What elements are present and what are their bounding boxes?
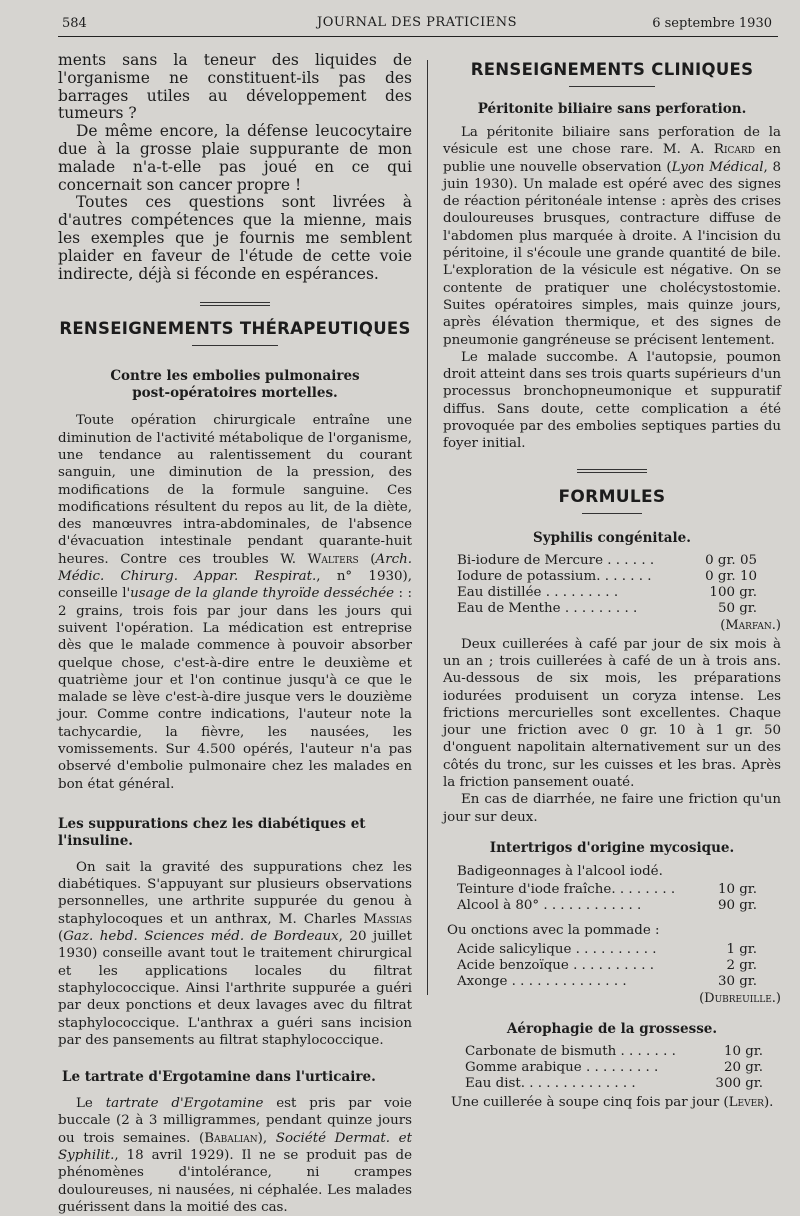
journal-name: Société Dermat. et Syphilit.	[58, 1130, 412, 1164]
article-title: Péritonite biliaire sans perforation.	[477, 101, 747, 117]
section-divider	[200, 305, 270, 306]
journal-name: Lyon Médical	[671, 159, 764, 175]
formula-row: Eau distillée . . . . . . . . . 100 gr.	[457, 584, 757, 600]
formula-row: Teinture d'iode fraîche. . . . . . . . 10 gr.	[457, 882, 757, 898]
article-title: post-opératoires mortelles.	[132, 385, 338, 402]
article-body: Le tartrate d'Ergotamine est pris par voie buccale (2 à 3 milligrammes, pendant quinze jours ou trois semaines. (Babalian), Société Dermat. et Syphilit., 18 avril 1929). Il ne se produit pas de phénomènes d'intolérance, ni crampes douloureuses, ni nausées, ni céphalée. Les malades guérissent dans la moitié des cas.	[58, 1096, 412, 1215]
formula-notes: Deux cuillerées à café par jour de six mois à un an ; trois cuillerées à café de un à trois ans. Au-dessous de six mois, les préparations iodurées produisent un coryza intense. Les frictions mercurielles sont excellentes. Chaque jour une friction avec 0 gr. 10 à 1 gr. 50 d'onguent napolitain alternativement sur un des côtés du tronc, sur les cuisses et les bras. Après la friction pansement ouaté.	[443, 636, 781, 791]
article-ergotamine	[58, 1069, 412, 1216]
formula-author: (Marfan.)	[720, 617, 781, 633]
left-column	[58, 52, 412, 1216]
drug-name: tartrate d'Ergotamine	[105, 1096, 264, 1112]
issue-date: 6 septembre 1930	[652, 16, 772, 31]
formula-row: Acide salicylique . . . . . . . . . . 1 gr.	[457, 941, 757, 957]
section-divider	[577, 472, 647, 473]
formula-notes: En cas de diarrhée, ne faire une friction qu'un jour sur deux.	[443, 792, 781, 825]
article-title: Les suppurations chez les diabétiques et l'insuline.	[58, 815, 366, 849]
intro-paragraph-1: ments sans la teneur des liquides de l'organisme ne constituent-ils pas des barrages utiles au développement des tumeurs ?	[58, 51, 412, 123]
author-name: Walters	[307, 551, 359, 567]
formula-row: Carbonate de bismuth . . . . . . . 10 gr.	[465, 1043, 763, 1059]
title-underline	[582, 513, 642, 514]
author-name: Lever	[728, 1094, 764, 1110]
journal-title: JOURNAL DES PRATICIENS	[317, 15, 517, 30]
formula-table	[457, 942, 757, 990]
journal-name: Gaz. hebd. Sciences méd. de Bordeaux	[63, 929, 339, 945]
formula-row: Acide benzoïque . . . . . . . . . . 2 gr.	[457, 957, 757, 973]
header-rule	[58, 36, 778, 37]
intro-paragraph-2: De même encore, la défense leucocytaire due à la grosse plaie suppurante de mon malade n'a-t-elle pas joué en ce qui concernait son cancer propre !	[58, 122, 412, 194]
formula-row: Iodure de potassium. . . . . . . 0 gr. 10	[457, 568, 757, 584]
article-body: On sait la gravité des suppurations chez les diabétiques. S'appuyant sur plusieurs observations personnelles, une arthrite suppurée du genou à staphylocoques et un anthrax, M. Charles Massias (Gaz. hebd. Sciences méd. de Bordeaux, 20 juillet 1930) conseille avant tout le traitement chirurgical et les applications locales du filtrat staphylococcique. Ainsi l'arthrite suppurée a guéri par deux ponctions et deux lavages avec du filtrat staphylococcique. L'anthrax a guéri sans incision par des pansements au filtrat staphylococcique.	[58, 859, 412, 1048]
formula-title: Aérophagie de la grossesse.	[506, 1020, 718, 1037]
formula-title: Intertrigos d'origine mycosique.	[489, 839, 735, 856]
column-divider	[427, 60, 428, 995]
author-name: Ricard	[713, 142, 755, 158]
formula-table	[457, 882, 757, 914]
article-title: Le tartrate d'Ergotamine dans l'urticaire.	[62, 1069, 376, 1086]
formula-row: Gomme arabique . . . . . . . . . 20 gr.	[465, 1059, 763, 1075]
author-name: Massias	[363, 911, 412, 927]
formula-closing: Une cuillerée à soupe cinq fois par jour (Lever).	[451, 1094, 774, 1110]
title-underline	[192, 345, 278, 346]
article-embolies	[58, 368, 412, 793]
section-title-formules: FORMULES	[558, 486, 666, 507]
right-column	[443, 52, 781, 1111]
formula-row: Axonge . . . . . . . . . . . . . . 30 gr.	[457, 973, 757, 989]
formula-row: Eau dist. . . . . . . . . . . . . . 300 gr.	[465, 1075, 763, 1091]
formula-row: Alcool à 80° . . . . . . . . . . . . 90 gr.	[457, 898, 757, 914]
formula-table	[457, 553, 757, 617]
section-title-cliniques: RENSEIGNEMENTS CLINIQUES	[470, 60, 754, 79]
journal-name: Arch. Médic. Chirurg. Appar. Respirat.	[58, 551, 412, 585]
article-body: La péritonite biliaire sans perforation de la vésicule est une chose rare. M. A. Ricard en publie une nouvelle observation (Lyon Médical, 8 juin 1930). Un malade est opéré avec des signes de réaction péritonéale intense : après des crises douloureuses brusques, contracture diffuse de l'abdomen plus marquée à droite. A l'incision du péritoine, il s'écoule une grande quantité de bile. L'exploration de la vésicule est négative. On se contente de pratiquer une cholécystostomie. Suites opératoires simples, mais quinze jours, après élévation thermique, et des signes de pneumonie gangréneuse se précisent lentement.	[443, 125, 782, 348]
article-body: Le malade succombe. A l'autopsie, poumon droit atteint dans ses trois quarts supérieurs d'un processus bronchopneumonique et suppuratif diffus. Sans doute, cette complication a été provoquée par des embolies septiques parties du foyer initial.	[443, 349, 782, 452]
article-diabetiques	[58, 816, 412, 1049]
author-name: Babalian	[204, 1130, 258, 1146]
formula-row: Bi-iodure de Mercure . . . . . . 0 gr. 05	[457, 552, 757, 568]
formula-intro: Ou onctions avec la pommade :	[447, 923, 660, 939]
page-header	[62, 14, 772, 36]
article-body: Toute opération chirurgicale entraîne une diminution de l'activité métabolique de l'organisme, une tendance au ralentissement du courant sanguin, une diminution de la pression, des modifications de la formule sanguine. Ces modifications résultent du repos au lit, de la diète, des manœuvres intra-abdominales, de l'absence d'évacuation intestinale pendant quarante-huit heures. Contre ces troubles W. Walters (Arch. Médic. Chirurg. Appar. Respirat., n° 1930), conseille l'usage de la glande thyroïde desséchée : : 2 grains, trois fois par jour dans les jours qui suivent l'opération. La médication est entreprise dès que le malade commence à pouvoir absorber quelque chose, c'est-à-dire entre le deuxième et quatrième jour et l'on continue jusqu'à ce que le malade se lève c'est-à-dire jusque vers le douzième jour. Comme contre indications, l'auteur note la tachycardie, la fièvre, les nausées, les vomissements. Sur 4.500 opérés, l'auteur n'a pas observé d'embolie pulmonaire chez les malades en bon état général.	[58, 413, 412, 792]
formula-table	[465, 1044, 763, 1092]
formula-intro: Badigeonnages à l'alcool iodé.	[457, 863, 663, 879]
formula-row: Eau de Menthe . . . . . . . . . 50 gr.	[457, 600, 757, 616]
intro-paragraph-3: Toutes ces questions sont livrées à d'autres compétences que la mienne, mais les exemples que je fournis me semblent plaider en faveur de l'étude de cette voie indirecte, déjà si féconde en espérances.	[58, 193, 412, 283]
formula-author: (Dubreuille.)	[699, 990, 781, 1006]
page-number: 584	[62, 16, 87, 31]
formula-title: Syphilis congénitale.	[533, 529, 691, 546]
title-underline	[569, 86, 655, 87]
drug-name: usage de la glande thyroïde desséchée	[130, 586, 395, 602]
article-title: Contre les embolies pulmonaires	[110, 368, 360, 385]
section-title-therapeutiques: RENSEIGNEMENTS THÉRAPEUTIQUES	[59, 319, 411, 339]
